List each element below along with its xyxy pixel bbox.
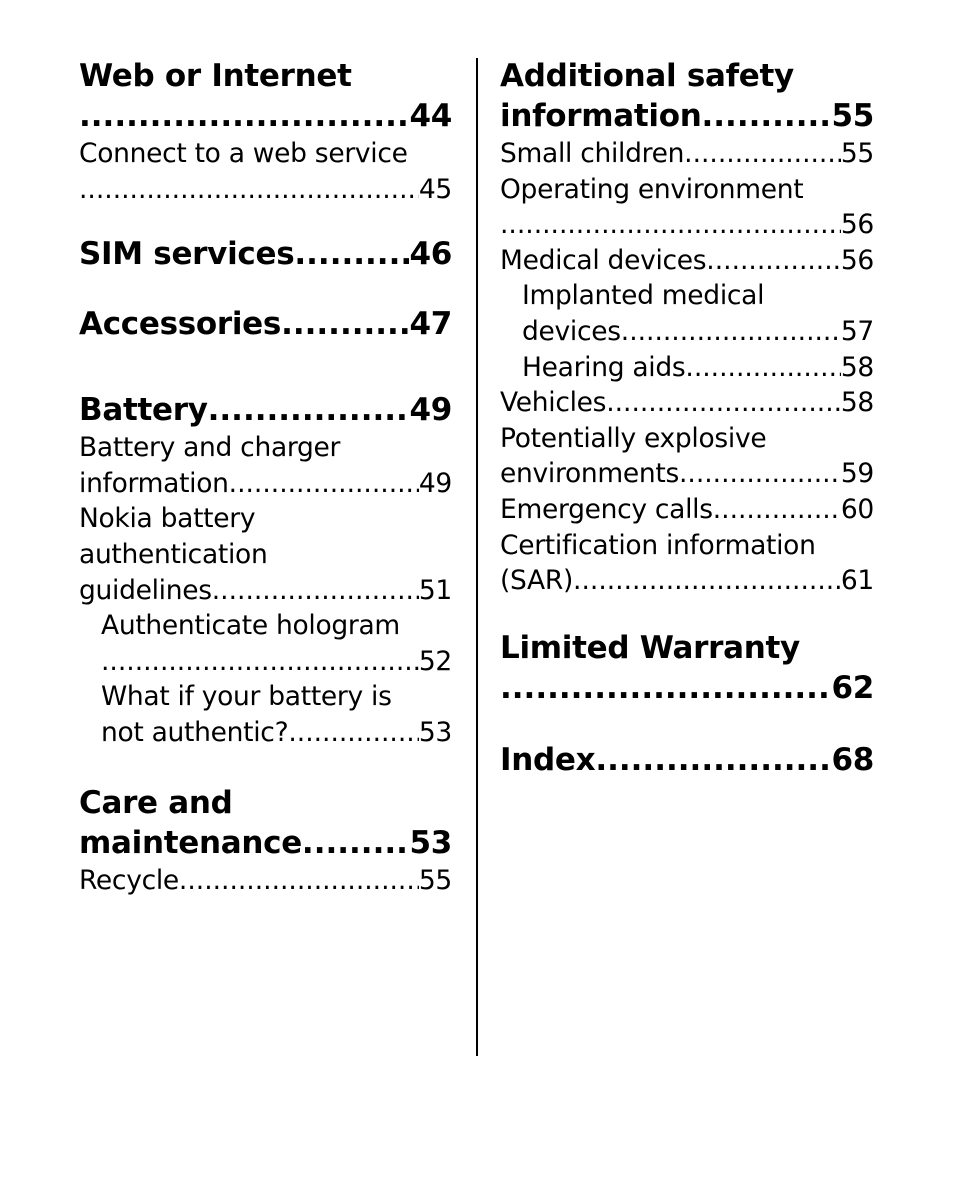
dot-leader <box>294 234 409 274</box>
toc-entry-accessories[interactable] <box>79 304 452 344</box>
toc-entry-title: Limited Warranty <box>500 629 800 666</box>
toc-entry-small-children[interactable] <box>500 136 874 172</box>
toc-page-number: 46 <box>409 236 452 273</box>
toc-entry-title: Emergency calls <box>500 493 713 525</box>
toc-entry-title: Web or Internet <box>79 58 352 94</box>
column-divider <box>476 58 478 1056</box>
toc-entry-title-line: Potentially explosive <box>500 422 767 454</box>
toc-entry-title: Operating environment <box>500 173 804 205</box>
toc-page-number: 51 <box>418 574 452 606</box>
toc-page-number: 57 <box>840 315 874 347</box>
dot-leader <box>595 740 831 780</box>
toc-page-number: 47 <box>409 306 452 343</box>
toc-entry-title-line: Care and <box>79 784 233 821</box>
toc-page-number: 53 <box>418 716 452 748</box>
toc-page-number: 56 <box>840 244 874 276</box>
toc-entry-title-line: guidelines <box>79 574 212 606</box>
dot-leader <box>702 96 832 136</box>
toc-entry-limited-warranty[interactable] <box>500 628 874 708</box>
toc-page-number: 45 <box>418 173 452 205</box>
toc-entry-certification-info[interactable] <box>500 528 874 599</box>
dot-leader <box>684 136 841 172</box>
dot-leader <box>281 304 409 344</box>
toc-entry-connect-web-service[interactable] <box>79 136 452 207</box>
toc-entry-implanted-medical[interactable] <box>500 278 874 349</box>
toc-page-number: 58 <box>840 351 874 383</box>
toc-entry-sim-services[interactable] <box>79 234 452 274</box>
toc-page-number: 62 <box>831 669 874 706</box>
toc-page-number: 49 <box>409 392 452 429</box>
dot-leader <box>212 573 419 609</box>
toc-entry-title-line: What if your battery is <box>101 681 392 713</box>
toc-entry-title-line: devices <box>522 315 621 347</box>
toc-page-number: 61 <box>840 565 874 597</box>
dot-leader <box>679 456 841 492</box>
toc-entry-nokia-battery-auth[interactable] <box>79 501 452 608</box>
toc-entry-title-line: information <box>500 98 702 134</box>
toc-entry-care-maintenance[interactable] <box>79 783 452 863</box>
toc-entry-title: Vehicles <box>500 387 607 419</box>
toc-page-number: 59 <box>840 458 874 490</box>
toc-entry-title: Battery <box>79 392 208 429</box>
toc-right-column <box>500 56 874 780</box>
toc-page-number: 56 <box>840 209 874 241</box>
toc-entry-title: Index <box>500 741 596 778</box>
toc-entry-title-line: not authentic? <box>101 716 289 748</box>
toc-entry-title-line: authentication <box>79 538 268 570</box>
toc-entry-battery-not-authentic[interactable] <box>79 679 452 750</box>
toc-entry-title-line: maintenance <box>79 824 302 861</box>
toc-entry-medical-devices[interactable] <box>500 243 874 279</box>
toc-page-number: 44 <box>409 98 452 134</box>
dot-leader <box>606 385 841 421</box>
toc-entry-emergency-calls[interactable] <box>500 492 874 528</box>
dot-leader <box>208 390 410 430</box>
toc-entry-title: SIM services <box>79 236 295 273</box>
toc-entry-title-line: Battery and charger <box>79 432 341 464</box>
dot-leader <box>229 466 419 502</box>
dot-leader <box>500 207 841 243</box>
dot-leader <box>79 96 409 136</box>
toc-entry-title-line: Certification information <box>500 529 816 561</box>
toc-entry-title-line: environments <box>500 458 679 490</box>
dot-leader <box>302 823 410 863</box>
dot-leader <box>179 863 419 899</box>
toc-entry-additional-safety[interactable] <box>500 56 874 136</box>
toc-page-number: 60 <box>840 493 874 525</box>
toc-entry-title-line: Additional safety <box>500 58 794 94</box>
toc-entry-authenticate-hologram[interactable] <box>79 608 452 679</box>
toc-entry-vehicles[interactable] <box>500 385 874 421</box>
dot-leader <box>573 563 841 599</box>
toc-entry-title: Connect to a web service <box>79 138 408 169</box>
dot-leader <box>101 644 419 680</box>
toc-entry-battery-charger-info[interactable] <box>79 430 452 501</box>
toc-entry-operating-environment[interactable] <box>500 172 874 243</box>
dot-leader <box>288 715 419 751</box>
toc-entry-title-line: Nokia battery <box>79 503 256 535</box>
dot-leader <box>685 350 840 386</box>
toc-entry-title: Small children <box>500 138 685 169</box>
toc-page-number: 68 <box>831 741 874 778</box>
toc-entry-web-internet[interactable] <box>79 56 452 136</box>
toc-page-number: 53 <box>409 824 452 861</box>
dot-leader <box>621 314 841 350</box>
toc-entry-index[interactable] <box>500 740 874 780</box>
toc-entry-hearing-aids[interactable] <box>500 350 874 386</box>
dot-leader <box>500 668 831 708</box>
dot-leader <box>706 243 841 279</box>
toc-entry-title: Authenticate hologram <box>101 610 400 642</box>
dot-leader <box>713 492 841 528</box>
toc-page-number: 49 <box>418 467 452 499</box>
toc-entry-title: Recycle <box>79 864 179 896</box>
toc-entry-title: Accessories <box>79 306 282 343</box>
toc-left-column <box>79 56 452 898</box>
toc-entry-title-line: information <box>79 467 229 499</box>
toc-page-number: 52 <box>418 645 452 677</box>
toc-page-number: 58 <box>840 387 874 419</box>
toc-entry-title-line: (SAR) <box>500 565 574 597</box>
toc-entry-title-line: Implanted medical <box>522 280 765 312</box>
toc-entry-title: Hearing aids <box>522 351 686 383</box>
toc-entry-battery[interactable] <box>79 390 452 430</box>
toc-entry-title: Medical devices <box>500 244 707 276</box>
toc-entry-explosive-environments[interactable] <box>500 421 874 492</box>
toc-page-number: 55 <box>831 98 874 134</box>
dot-leader <box>79 172 419 208</box>
toc-page-number: 55 <box>418 864 452 896</box>
toc-page-number: 55 <box>840 138 874 169</box>
toc-entry-recycle[interactable] <box>79 863 452 899</box>
